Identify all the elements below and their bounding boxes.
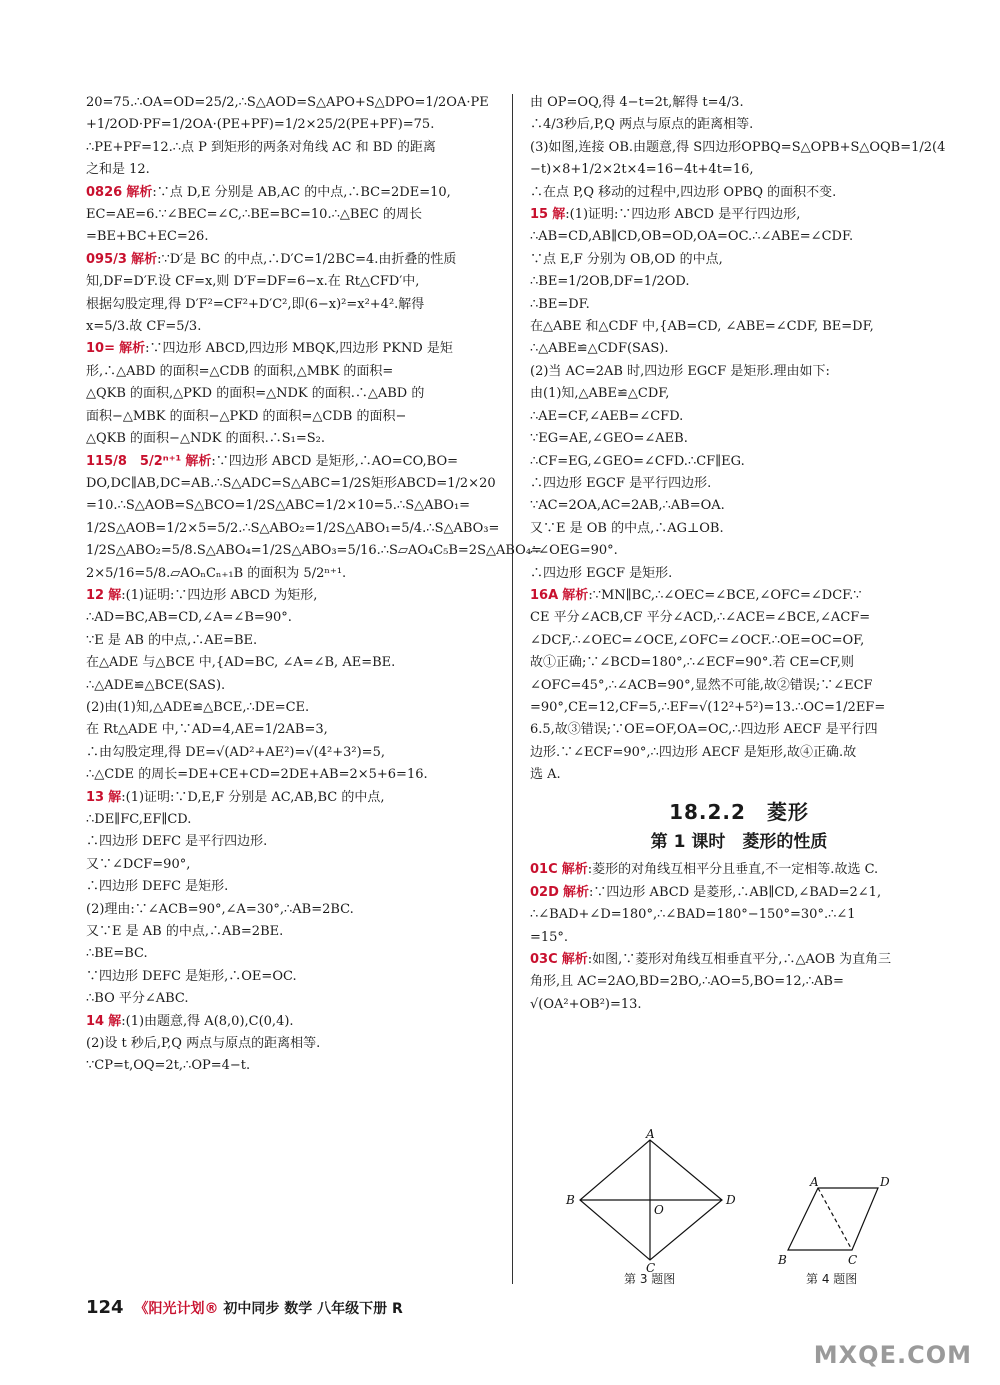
- answer-line: [530, 92, 948, 114]
- line-text: ∴四边形 DEFC 是矩形.: [86, 879, 229, 895]
- line-text: 20=75.∴OA=OD=25/2,∴S△AOD=S△APO+S△DPO=1/2OA·PE: [86, 95, 489, 110]
- answer-line: [86, 451, 494, 473]
- explanation-text: :(1)证明:∵四边形 ABCD 是平行四边形,: [565, 207, 801, 223]
- answer-line: [530, 473, 948, 495]
- answer-line: [86, 719, 494, 741]
- explanation-text: :∵四边形 ABCD 是矩形,∴AO=CO,BO=: [211, 453, 458, 469]
- line-text: 6.5,故③错误;∵OE=OF,OA=OC,∴四边形 AECF 是平行四: [530, 722, 878, 738]
- answer-line: [86, 1033, 494, 1055]
- explanation-text: :∵MN∥BC,∴∠OEC=∠BCE,∠OFC=∠DCF.∵: [588, 587, 862, 603]
- explanation-tag: 解: [108, 789, 122, 805]
- answer-line: [530, 182, 948, 204]
- explanation-tag: 解: [108, 587, 122, 603]
- line-text: ∴PE+PF=12.∴点 P 到矩形的两条对角线 AC 和 BD 的距离: [86, 139, 436, 155]
- answer-line: [86, 226, 494, 248]
- watermark: MXQE.COM: [813, 1341, 972, 1369]
- line-text: 选 A.: [530, 767, 561, 783]
- answer-line: [86, 361, 494, 383]
- right-column: [530, 92, 948, 1016]
- answer-line: [530, 652, 948, 674]
- answer-line: [86, 518, 500, 540]
- line-text: 在 Rt△ADE 中,∵AD=4,AE=1/2AB=3,: [86, 722, 328, 738]
- explanation-text: :∵点 D,E 分别是 AB,AC 的中点,∴BC=2DE=10,: [152, 184, 451, 200]
- fig4-label-a: A: [810, 1175, 819, 1189]
- answer-line: [86, 809, 494, 831]
- answer-line: [86, 675, 494, 697]
- answer-line: [530, 697, 948, 719]
- answer-line: [86, 899, 494, 921]
- answer-line: [86, 338, 494, 360]
- answer-line: [530, 742, 948, 764]
- line-text: ∴∠BAD+∠D=180°,∴∠BAD=180°−150°=30°.∴∠1: [530, 907, 856, 923]
- line-text: 故①正确;∵∠BCD=180°,∴∠ECF=90°.若 CE=CF,则: [530, 655, 854, 671]
- line-text: △QKB 的面积,△PKD 的面积=△NDK 的面积.∴△ABD 的: [86, 386, 425, 402]
- fig4-label-d: D: [880, 1175, 890, 1189]
- answer-line: [530, 585, 948, 607]
- line-text: ∴BO 平分∠ABC.: [86, 991, 189, 1007]
- explanation-tag: 解析: [126, 184, 153, 200]
- explanation-text: :∵四边形 ABCD 是菱形,∴AB∥CD,∠BAD=2∠1,: [589, 884, 882, 900]
- explanation-tag: 解: [552, 207, 566, 223]
- line-text: ∵EG=AE,∠GEO=∠AEB.: [530, 431, 688, 447]
- fig3-label-b: B: [566, 1193, 575, 1207]
- answer-line: [86, 1011, 494, 1033]
- line-text: CE 平分∠ACB,CF 平分∠ACD,∴∠ACE=∠BCE,∠ACF=: [530, 610, 871, 626]
- answer-line: [86, 316, 494, 338]
- line-text: (2)理由:∵∠ACB=90°,∠A=30°,∴AB=2BC.: [86, 901, 354, 917]
- answer-line: [530, 294, 948, 316]
- explanation-tag: 解析: [131, 251, 158, 267]
- brand-name: 《阳光计划®: [134, 1301, 219, 1317]
- answer-line: [530, 316, 948, 338]
- line-text: ∴4/3秒后,P,Q 两点与原点的距离相等.: [530, 117, 754, 133]
- explanation-tag: 解析: [563, 884, 590, 900]
- answer-value: D: [548, 884, 559, 900]
- question-number: 09: [86, 251, 105, 267]
- answer-line: [86, 652, 494, 674]
- question-number: 14: [86, 1013, 105, 1029]
- explanation-tag: 解析: [561, 862, 588, 878]
- answer-line: [86, 159, 494, 181]
- answer-line: [86, 697, 494, 719]
- line-text: 由 OP=OQ,得 4−t=2t,解得 t=4/3.: [530, 95, 744, 110]
- question-number: 10: [86, 341, 105, 357]
- answer-value: =: [104, 341, 115, 357]
- answer-line: [530, 383, 948, 405]
- fig4-caption: 第 4 题图: [806, 1272, 858, 1286]
- line-text: =BE+BC+EC=26.: [86, 229, 209, 245]
- answer-line: [530, 675, 948, 697]
- line-text: 在△ADE 与△BCE 中,{AD=BC, ∠A=∠B, AE=BE.: [86, 655, 396, 671]
- explanation-text: :(1)证明:∵D,E,F 分别是 AC,AB,BC 的中点,: [121, 789, 385, 805]
- answer-line: [86, 943, 494, 965]
- answer-line: [86, 92, 494, 114]
- line-text: x=5/3.故 CF=5/3.: [86, 319, 202, 335]
- answer-line: [530, 451, 948, 473]
- line-text: =90°,CE=12,CF=5,∴EF=√(12²+5²)=13.∴OC=1/2EF=: [530, 699, 886, 715]
- answer-value: C: [548, 862, 558, 878]
- line-text: 2×5/16=5/8.▱AOₙCₙ₊₁B 的面积为 5/2ⁿ⁺¹.: [86, 565, 347, 581]
- explanation-text: :∵D′是 BC 的中点,∴D′C=1/2BC=4.由折叠的性质: [157, 251, 457, 267]
- answer-value: 26: [104, 184, 123, 200]
- answer-line: [530, 338, 948, 360]
- answer-line: [530, 764, 948, 786]
- answer-line: [530, 226, 948, 248]
- line-text: ∴BE=DF.: [530, 296, 590, 312]
- answer-line: [86, 1055, 494, 1077]
- answer-line: [86, 137, 494, 159]
- answer-line: [86, 630, 494, 652]
- line-text: √(OA²+OB²)=13.: [530, 996, 642, 1012]
- line-text: +1/2OD·PF=1/2OA·(PE+PF)=1/2×25/2(PE+PF)=75.: [86, 117, 435, 133]
- question-number: 11: [86, 453, 105, 469]
- explanation-tag: 解析: [185, 453, 212, 469]
- line-text: 由(1)知,△ABE≌△CDF,: [530, 386, 670, 402]
- answer-value: A: [548, 587, 559, 603]
- explanation-text: :∵四边形 ABCD,四边形 MBQK,四边形 PKND 是矩: [145, 341, 453, 357]
- page-number: 124: [86, 1297, 124, 1318]
- explanation-text: :(1)证明:∵四边形 ABCD 为矩形,: [121, 587, 318, 603]
- line-text: 又∵∠DCF=90°,: [86, 856, 191, 872]
- question-number: 13: [86, 789, 105, 805]
- answer-line: [86, 182, 494, 204]
- line-text: ∴AB=CD,AB∥CD,OB=OD,OA=OC.∴∠ABE=∠CDF.: [530, 229, 854, 245]
- answer-line: [86, 854, 494, 876]
- line-text: (2)当 AC=2AB 时,四边形 EGCF 是矩形.理由如下:: [530, 363, 830, 379]
- line-text: ∴BE=1/2OB,DF=1/2OD.: [530, 274, 690, 290]
- answer-line: [86, 294, 494, 316]
- answer-line: [530, 249, 948, 271]
- line-text: △QKB 的面积−△NDK 的面积.∴S₁=S₂.: [86, 431, 325, 447]
- explanation-text: :菱形的对角线互相平分且垂直,不一定相等.故选 C.: [587, 862, 879, 878]
- answer-line: [530, 428, 948, 450]
- line-text: ∴BE=BC.: [86, 946, 148, 962]
- explanation-tag: 解析: [119, 341, 146, 357]
- line-text: ∴由勾股定理,得 DE=√(AD²+AE²)=√(4²+3²)=5,: [86, 744, 385, 760]
- answer-line: [86, 473, 494, 495]
- line-text: ∵点 E,F 分别为 OB,OD 的中点,: [530, 251, 723, 267]
- line-text: 面积−△MBK 的面积−△PKD 的面积=△CDB 的面积−: [86, 408, 407, 424]
- answer-line: [86, 495, 494, 517]
- answer-line: [86, 585, 494, 607]
- line-text: ∴AD=BC,AB=CD,∠A=∠B=90°.: [86, 610, 292, 626]
- answer-line: [86, 271, 494, 293]
- answer-line: [86, 563, 494, 585]
- answer-line: [530, 518, 948, 540]
- answer-line: [530, 271, 948, 293]
- question-number: 12: [86, 587, 105, 603]
- answer-line: [86, 787, 494, 809]
- explanation-tag: 解析: [561, 952, 588, 968]
- answer-line: [86, 876, 494, 898]
- line-text: (3)如图,连接 OB.由题意,得 S四边形OPBQ=S△OPB+S△OQB=1/2(4: [530, 139, 946, 155]
- right-answers-top: [530, 92, 948, 787]
- answer-line: [530, 949, 948, 971]
- line-text: 又∵E 是 AB 的中点,∴AB=2BE.: [86, 924, 284, 940]
- line-text: ∴CF=EG,∠GEO=∠CFD.∴CF∥EG.: [530, 453, 745, 469]
- answer-line: [530, 540, 948, 562]
- answer-line: [530, 859, 948, 881]
- explanation-text: :(1)由题意,得 A(8,0),C(0,4).: [121, 1013, 294, 1029]
- question-number: 01: [530, 862, 549, 878]
- line-text: (2)由(1)知,△ADE≌△BCE,∴DE=CE.: [86, 699, 310, 715]
- explanation-tag: 解: [108, 1013, 122, 1029]
- answer-line: [86, 764, 494, 786]
- line-text: 1/2S△ABO₂=5/8.S△ABO₄=1/2S△ABO₃=5/16.∴S▱AO₄C₅B=2S△ABO₄=: [86, 543, 542, 559]
- answer-line: [530, 994, 948, 1016]
- line-text: ∵AC=2OA,AC=2AB,∴AB=OA.: [530, 498, 725, 514]
- answer-line: [530, 137, 948, 159]
- right-answers-bottom: [530, 859, 948, 1016]
- lesson-title: 第 1 课时 菱形的性质: [650, 832, 828, 852]
- line-text: DO,DC∥AB,DC=AB.∴S△ADC=S△ABC=1/2S矩形ABCD=1/2×20: [86, 475, 496, 491]
- line-text: ∵CP=t,OQ=2t,∴OP=4−t.: [86, 1058, 251, 1074]
- explanation-text: :如图,∵菱形对角线互相垂直平分,∴△AOB 为直角三: [587, 952, 892, 968]
- answer-line: [86, 921, 494, 943]
- answer-line: [86, 988, 494, 1010]
- line-text: 根据勾股定理,得 D′F²=CF²+D′C²,即(6−x)²=x²+4².解得: [86, 296, 425, 312]
- answer-line: [530, 971, 948, 993]
- line-text: EC=AE=6.∵∠BEC=∠C,∴BE=BC=10.∴△BEC 的周长: [86, 207, 422, 223]
- answer-line: [530, 204, 948, 226]
- fig3-label-d: D: [726, 1193, 736, 1207]
- question-number: 08: [86, 184, 105, 200]
- line-text: ∴△ADE≌△BCE(SAS).: [86, 677, 226, 693]
- answer-value: 5/8 5/2ⁿ⁺¹: [104, 453, 182, 469]
- question-number: 16: [530, 587, 549, 603]
- line-text: ∴∠OEG=90°.: [530, 543, 618, 559]
- fig3-caption: 第 3 题图: [624, 1272, 676, 1286]
- fig4-label-b: B: [778, 1253, 787, 1267]
- line-text: ∴四边形 EGCF 是矩形.: [530, 565, 673, 581]
- answer-value: C: [548, 952, 558, 968]
- line-text: ∴DE∥FC,EF∥CD.: [86, 812, 192, 827]
- line-text: 角形,且 AC=2AO,BD=2BO,∴AO=5,BO=12,∴AB=: [530, 974, 844, 990]
- line-text: ∵E 是 AB 的中点,∴AE=BE.: [86, 632, 258, 648]
- answer-line: [86, 831, 494, 853]
- line-text: −t)×8+1/2×2t×4=16−4t+4t=16,: [530, 162, 754, 178]
- fig3-label-o: O: [654, 1203, 664, 1217]
- fig4-label-c: C: [848, 1253, 858, 1267]
- answer-line: [86, 204, 494, 226]
- page-footer: [86, 1297, 403, 1318]
- line-text: ∴四边形 EGCF 是平行四边形.: [530, 475, 712, 491]
- answer-line: [530, 719, 948, 741]
- explanation-tag: 解析: [562, 587, 589, 603]
- line-text: (2)设 t 秒后,P,Q 两点与原点的距离相等.: [86, 1036, 321, 1052]
- line-text: 边形.∵∠ECF=90°,∴四边形 AECF 是矩形,故④正确.故: [530, 744, 857, 760]
- line-text: =10.∴S△AOB=S△BCO=1/2S△ABC=1/2×10=5.∴S△ABO₁=: [86, 498, 471, 514]
- answer-line: [530, 406, 948, 428]
- answer-line: [530, 114, 948, 136]
- line-text: 形,∴△ABD 的面积=△CDB 的面积,△MBK 的面积=: [86, 363, 394, 379]
- answer-line: [86, 966, 494, 988]
- answer-line: [86, 383, 494, 405]
- answer-line: [86, 742, 494, 764]
- answer-line: [530, 882, 948, 904]
- answer-line: [530, 495, 948, 517]
- line-text: 在△ABE 和△CDF 中,{AB=CD, ∠ABE=∠CDF, BE=DF,: [530, 319, 874, 335]
- line-text: ∴在点 P,Q 移动的过程中,四边形 OPBQ 的面积不变.: [530, 184, 837, 200]
- fig3-label-c: C: [646, 1261, 656, 1275]
- answer-value: 5/3: [104, 251, 127, 267]
- book-title: 初中同步 数学 八年级下册 R: [223, 1301, 403, 1317]
- fig3-label-a: A: [646, 1127, 655, 1141]
- figures: [560, 1127, 940, 1292]
- line-text: ∴△CDE 的周长=DE+CE+CD=2DE+AB=2×5+6=16.: [86, 767, 428, 783]
- answer-line: [86, 249, 494, 271]
- line-text: 知,DF=D′F.设 CF=x,则 D′F=DF=6−x.在 Rt△CFD′中,: [86, 274, 420, 290]
- line-text: 1/2S△AOB=1/2×5=5/2.∴S△ABO₂=1/2S△ABO₁=5/4.∴S△ABO₃=: [86, 520, 500, 536]
- answer-line: [530, 563, 948, 585]
- line-text: ∴AE=CF,∠AEB=∠CFD.: [530, 408, 684, 424]
- answer-line: [530, 361, 948, 383]
- answer-line: [530, 607, 948, 629]
- line-text: ∠OFC=45°,∴∠ACB=90°,显然不可能,故②错误;∵∠ECF: [530, 677, 873, 693]
- section-title: 18.2.2 菱形: [669, 799, 809, 824]
- line-text: ∴△ABE≌△CDF(SAS).: [530, 341, 669, 357]
- answer-line: [86, 406, 494, 428]
- line-text: 又∵E 是 OB 的中点,∴AG⊥OB.: [530, 520, 724, 536]
- answer-line: [530, 927, 948, 949]
- column-divider: [512, 94, 513, 1284]
- question-number: 15: [530, 207, 549, 223]
- answer-line: [530, 904, 948, 926]
- line-text: =15°.: [530, 929, 569, 945]
- answer-line: [530, 630, 948, 652]
- answer-line: [86, 114, 494, 136]
- line-text: 之和是 12.: [86, 162, 150, 178]
- answer-line: [86, 540, 542, 562]
- line-text: ∴四边形 DEFC 是平行四边形.: [86, 834, 268, 850]
- answer-line: [86, 428, 494, 450]
- figure-rhombus-3: [560, 1127, 940, 1275]
- answer-line: [86, 607, 494, 629]
- line-text: ∵四边形 DEFC 是矩形,∴OE=OC.: [86, 968, 297, 984]
- line-text: ∠DCF,∴∠OEC=∠OCE,∠OFC=∠OCF.∴OE=OC=OF,: [530, 632, 865, 648]
- question-number: 02: [530, 884, 549, 900]
- question-number: 03: [530, 952, 549, 968]
- answer-line: [530, 159, 948, 181]
